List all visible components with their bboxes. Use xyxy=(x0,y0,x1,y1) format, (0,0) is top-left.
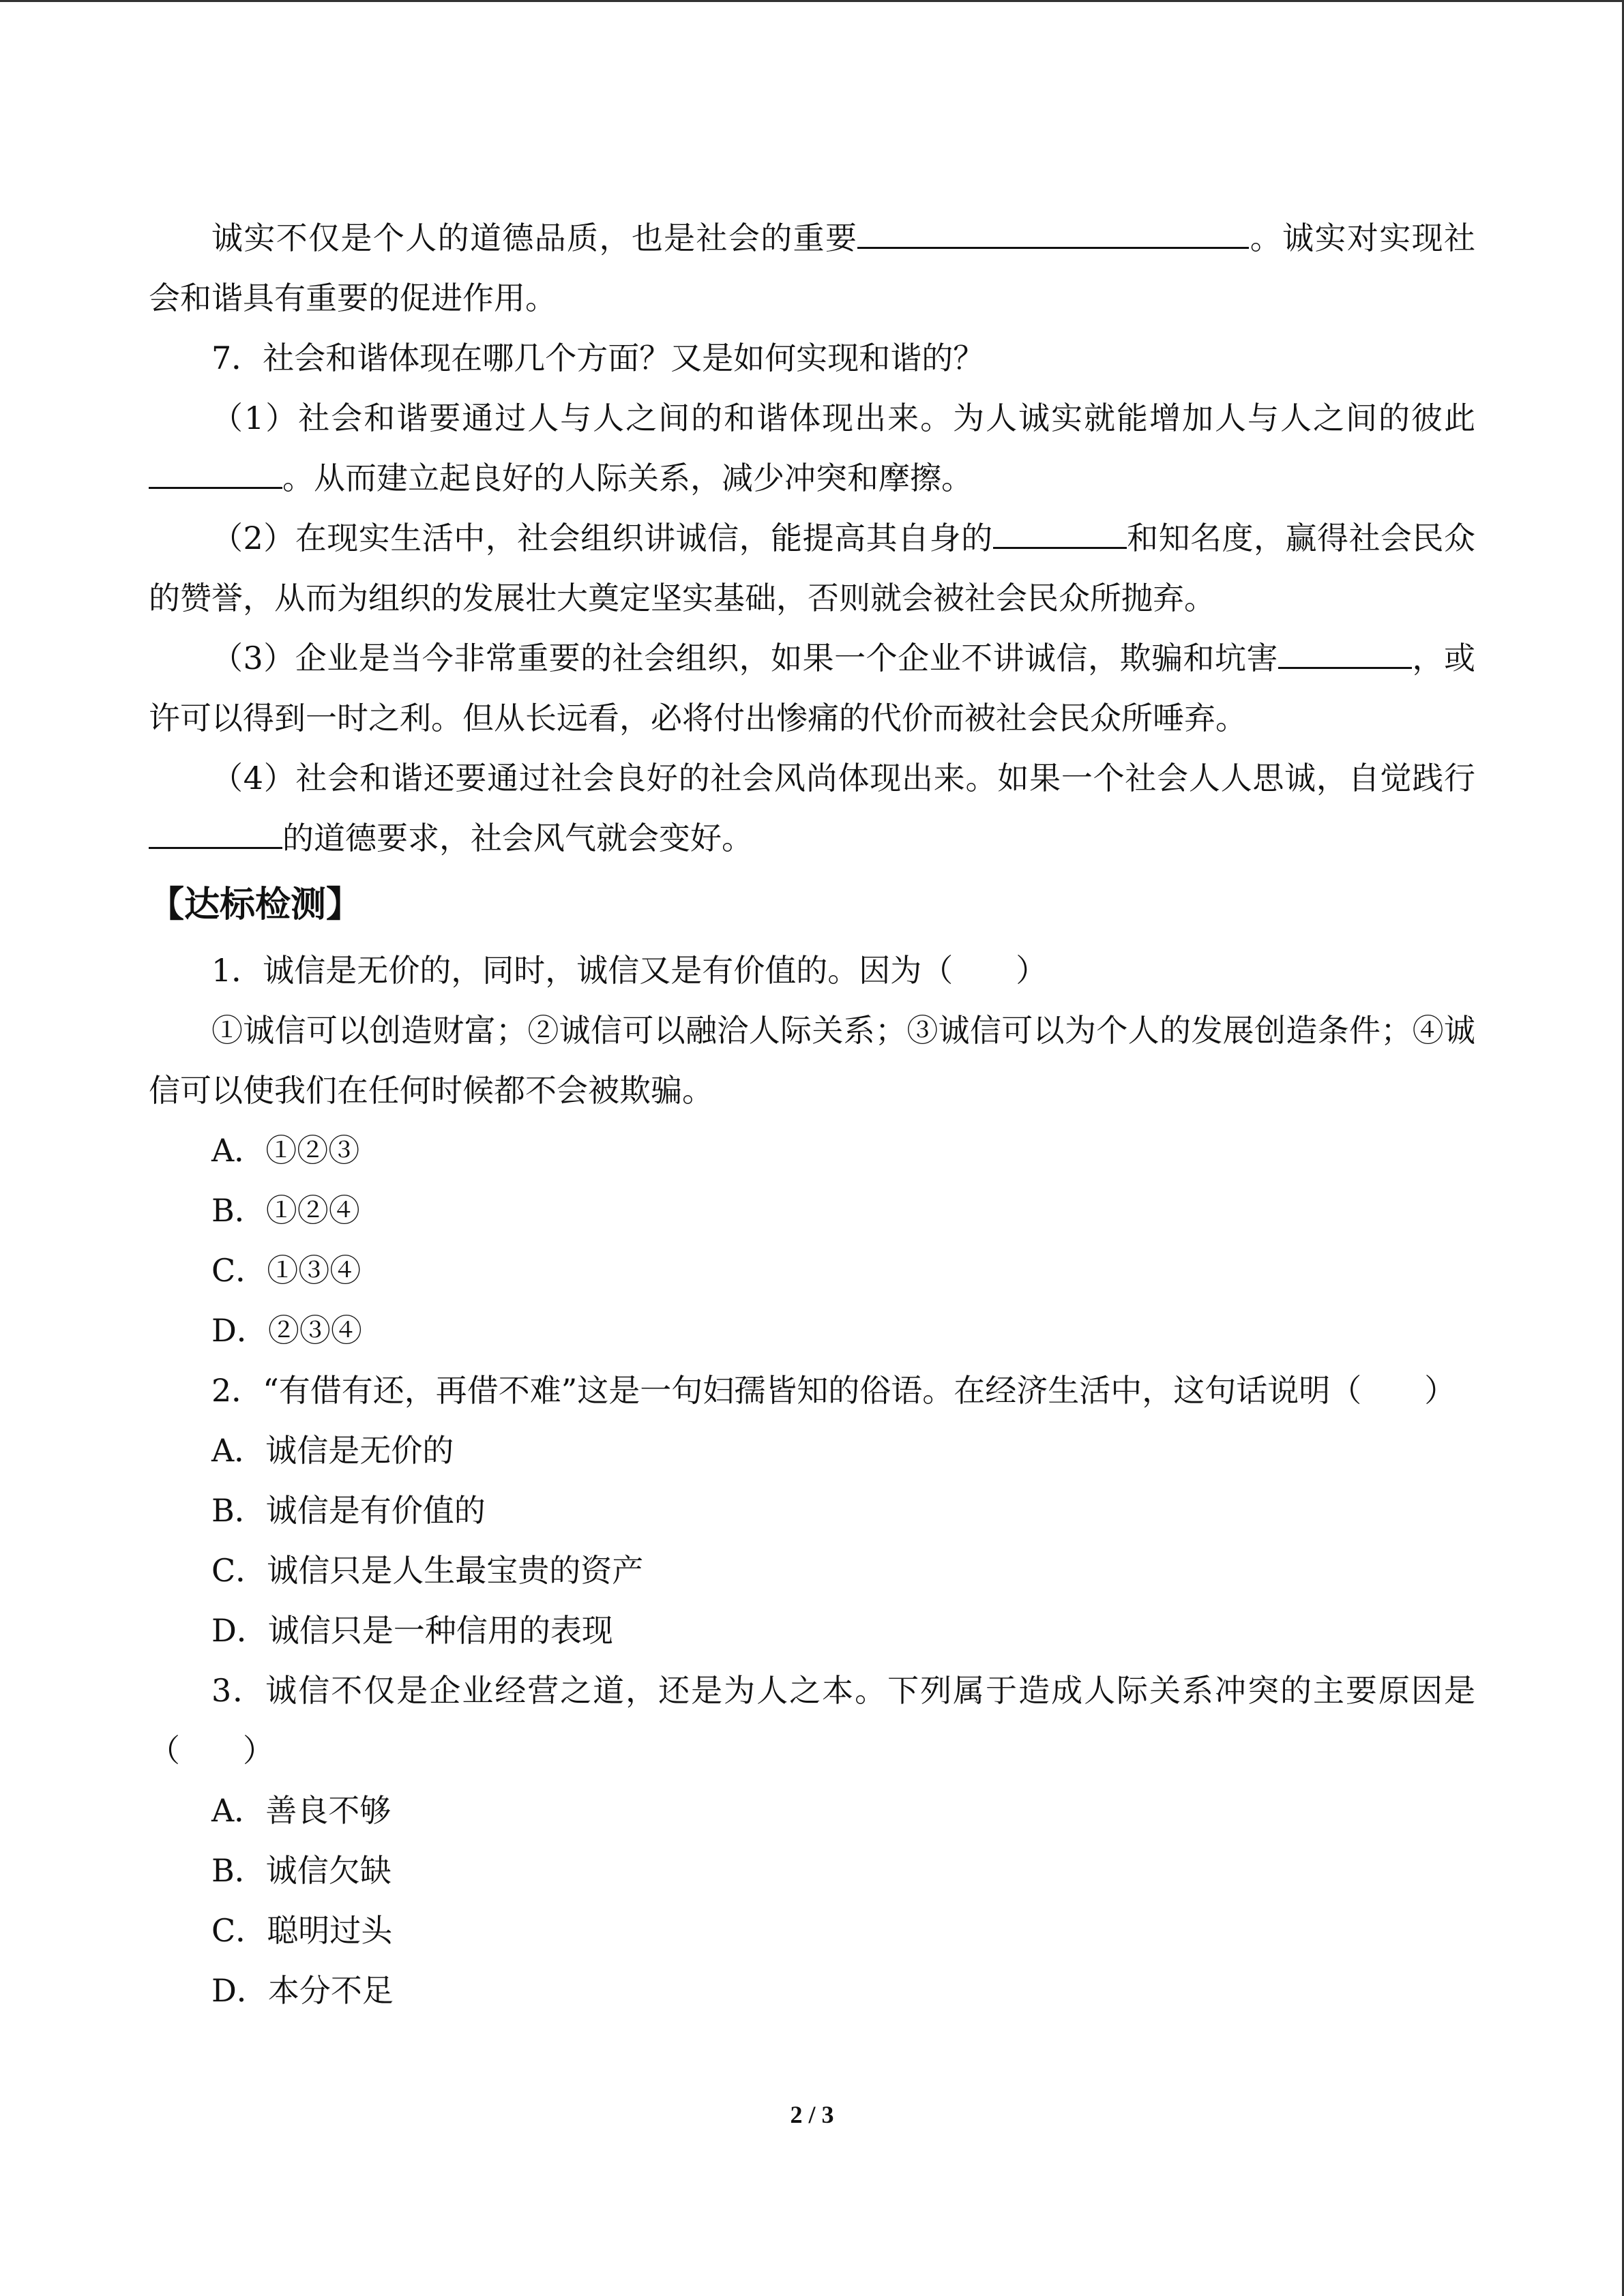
text-fragment: 。从而建立起良好的人际关系，减少冲突和摩擦。 xyxy=(282,460,973,496)
fill-blank[interactable] xyxy=(993,511,1127,549)
text-fragment: 诚实不仅是个人的道德品质，也是社会的重要 xyxy=(211,220,858,256)
sub-item-1 xyxy=(149,388,1475,508)
question-3-option-b[interactable]: B．诚信欠缺 xyxy=(211,1852,392,1889)
fill-blank[interactable] xyxy=(857,211,1249,249)
question-3-option-c[interactable]: C．聪明过头 xyxy=(211,1912,393,1949)
question-2-option-d[interactable]: D．诚信只是一种信用的表现 xyxy=(211,1612,613,1649)
document-body xyxy=(149,208,1475,2021)
text-fragment: （3）企业是当今非常重要的社会组织，如果一个企业不讲诚信，欺骗和坑害 xyxy=(211,640,1279,676)
section-title-assessment: 【达标检测】 xyxy=(149,884,362,925)
question-2-stem: 2．“有借有还，再借不难”这是一句妇孺皆知的俗语。在经济生活中，这句话说明（ ） xyxy=(211,1372,1456,1409)
text-fragment: ，或许可以得到一时之利。但从长远看，必将付出惨痛的代价而被社会民众所唾弃。 xyxy=(149,640,1475,736)
question-1-option-b[interactable]: B．①②④ xyxy=(211,1192,360,1229)
fill-blank[interactable] xyxy=(1278,631,1412,669)
page-border-top xyxy=(0,0,1624,2)
question-2-option-b[interactable]: B．诚信是有价值的 xyxy=(211,1492,486,1529)
question-3-option-a[interactable]: A．善良不够 xyxy=(211,1792,392,1829)
sub-item-3 xyxy=(149,628,1475,748)
question-2-option-a[interactable]: A．诚信是无价的 xyxy=(211,1432,454,1469)
text-fragment: 的道德要求，社会风气就会变好。 xyxy=(282,820,753,856)
text-fragment: （1）社会和谐要通过人与人之间的和谐体现出来。为人诚实就能增加人与人之间的彼此 xyxy=(211,400,1475,436)
paragraph-honesty-social xyxy=(149,208,1475,328)
question-3-stem: 3．诚信不仅是企业经营之道，还是为人之本。下列属于造成人际关系冲突的主要原因是（ ） xyxy=(149,1672,1475,1769)
question-1-option-c[interactable]: C．①③④ xyxy=(211,1252,361,1289)
fill-blank[interactable] xyxy=(149,811,282,849)
fill-blank[interactable] xyxy=(149,451,282,489)
question-7: 7．社会和谐体现在哪几个方面？又是如何实现和谐的？ xyxy=(211,340,985,376)
question-2-option-c[interactable]: C．诚信只是人生最宝贵的资产 xyxy=(211,1552,644,1589)
text-fragment: （4）社会和谐还要通过社会良好的社会风尚体现出来。如果一个社会人人思诚，自觉践行 xyxy=(211,760,1475,796)
text-fragment: （2）在现实生活中，社会组织讲诚信，能提高其自身的 xyxy=(211,520,993,556)
question-1-statements: ①诚信可以创造财富；②诚信可以融洽人际关系；③诚信可以为个人的发展创造条件；④诚信可以使我们在任何时候都不会被欺骗。 xyxy=(149,1012,1475,1109)
text-fragment: 。诚实对实现社会和谐具有重要的促进作用。 xyxy=(149,220,1476,316)
question-3-option-d[interactable]: D．本分不足 xyxy=(211,1972,394,2009)
question-1-stem: 1．诚信是无价的，同时，诚信又是有价值的。因为（ ） xyxy=(211,952,1048,989)
text-fragment: 和知名度，赢得社会民众的赞誉，从而为组织的发展壮大奠定坚实基础，否则就会被社会民众所抛弃。 xyxy=(149,520,1475,616)
question-1-option-d[interactable]: D．②③④ xyxy=(211,1312,362,1349)
sub-item-2 xyxy=(149,508,1475,628)
sub-item-4 xyxy=(149,748,1475,868)
page-number: 2 / 3 xyxy=(790,2101,834,2128)
question-1-option-a[interactable]: A．①②③ xyxy=(211,1132,360,1169)
